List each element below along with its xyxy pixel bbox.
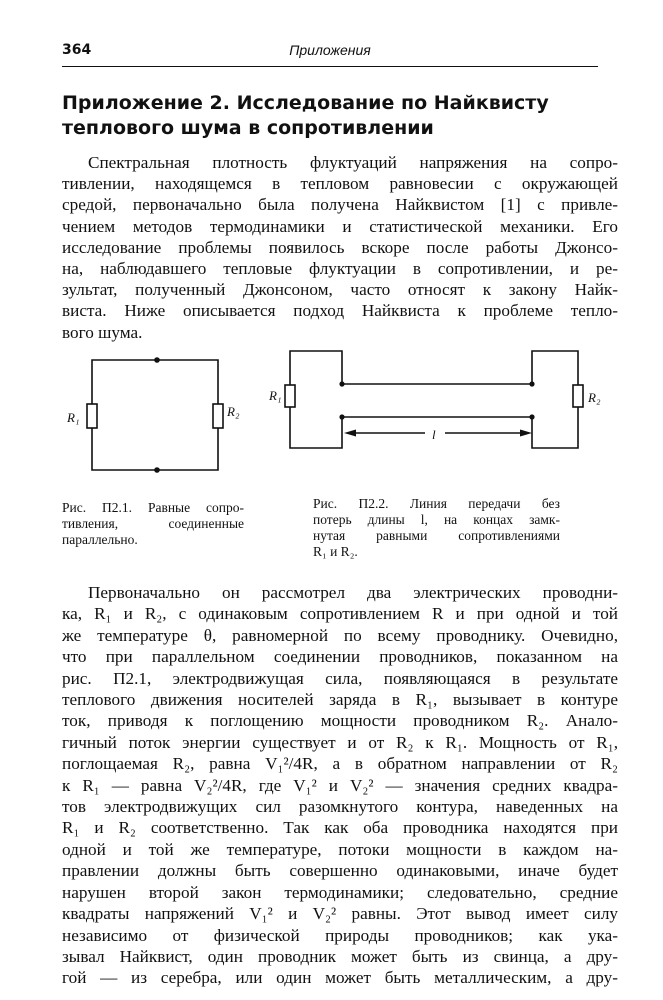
node-dot xyxy=(339,381,344,386)
right-box-top xyxy=(532,351,578,385)
node-dot xyxy=(339,414,344,419)
label-r2: R₂ xyxy=(588,390,601,405)
left-box-bottom xyxy=(290,407,342,448)
text-line: тов электродвижущих сил разомкнутого контура, наведенных на xyxy=(62,797,618,817)
text-line: зультат, полученный Джонсоном, часто относят к закону Найк- xyxy=(62,280,618,300)
page-header xyxy=(62,42,598,67)
text-line: правлении должны быть совершенно одинаковыми, иначе будет xyxy=(62,861,618,881)
text-line: R₁ и R₂ соответственно. Так как оба проводника находятся при xyxy=(62,818,618,838)
label-r1: R₁ xyxy=(67,410,80,425)
text-line: на, наблюдавшего тепловые флуктуации в сопротивлении, и ре- xyxy=(62,259,618,279)
parallel-circuit-diagram xyxy=(62,352,262,482)
text-line: нарушен второй закон термодинамики; следовательно, средние xyxy=(62,882,618,902)
figure-parallel-resistors xyxy=(62,352,262,482)
title-line: теплового шума в сопротивлении xyxy=(62,117,434,139)
text-line: Спектральная плотность флуктуаций напряжения на сопро- xyxy=(88,153,618,172)
text-line: поглощаемая R₂, равна V₁²/4R, а в обратном направлении от R₂ xyxy=(62,754,618,774)
text-line: виста. Ниже описывается подход Найквиста к проблеме тепло- xyxy=(62,301,618,321)
text-line: средой, первоначально была получена Найквистом [1] с привле- xyxy=(62,195,618,215)
figure1-caption xyxy=(62,500,244,548)
text-line: зывал Найквист, один проводник может быть из свинца, а дру- xyxy=(62,946,618,966)
label-r2: R₂ xyxy=(227,404,240,419)
title-line: Приложение 2. Исследование по Найквисту xyxy=(62,92,549,114)
resistor-r1 xyxy=(87,404,97,428)
arrowhead-left xyxy=(344,430,356,437)
text-line: квадраты напряжений V₁² и V₂² равны. Этот вывод имеет силу xyxy=(62,904,618,924)
caption-line: нутая равными сопротивлениями xyxy=(313,528,560,543)
text-line: вого шума. xyxy=(62,322,143,342)
circuit-bottom-wire xyxy=(92,428,218,470)
text-line: ток, приводя к поглощению мощности проводником R₂. Анало- xyxy=(62,711,618,731)
caption-line: R₁ и R₂. xyxy=(313,544,358,559)
resistor-r2 xyxy=(213,404,223,428)
figure2-caption xyxy=(313,496,560,560)
node-dot xyxy=(529,381,534,386)
caption-line: параллельно. xyxy=(62,532,138,547)
appendix-title xyxy=(62,91,602,141)
label-r1: R₁ xyxy=(269,388,282,403)
text-line: исследование проблемы появилось вскоре после работы Джонсо- xyxy=(62,237,618,257)
text-line: одной и той же температуре, потоки мощности в каждом на- xyxy=(62,839,618,859)
text-line: что при параллельном соединении проводников, показанном на xyxy=(62,647,618,667)
running-head: Приложения xyxy=(289,42,371,58)
caption-line: потерь длины l, на концах замк- xyxy=(313,512,560,527)
text-line: к R₁ — равна V₂²/4R, где V₁² и V₂² — значения средних квадра- xyxy=(62,775,618,795)
junction-dot-top xyxy=(154,357,160,363)
resistor-r1 xyxy=(285,385,295,407)
transmission-line-diagram xyxy=(260,345,620,455)
resistor-r2 xyxy=(573,385,583,407)
caption-line: тивления, соединенные xyxy=(62,516,244,531)
text-line: рис. П2.1, электродвижущая сила, появляющаяся в результате xyxy=(62,668,618,688)
arrowhead-right xyxy=(520,430,532,437)
text-line: гой — из серебра, или один может быть металлическим, а дру- xyxy=(62,968,618,988)
junction-dot-bottom xyxy=(154,467,160,473)
text-line: чением методов термодинамики и статистической механики. Его xyxy=(62,216,618,236)
text-line: теплового движения носителей заряда в R₁, вызывает в контуре xyxy=(62,690,618,710)
node-dot xyxy=(529,414,534,419)
text-line: независимо от физической природы проводников; как ука- xyxy=(62,925,618,945)
main-paragraph xyxy=(62,582,618,989)
text-line: же температуре θ, равномерной по всему проводнику. Очевидно, xyxy=(62,625,618,645)
caption-line: Рис. П2.2. Линия передачи без xyxy=(313,496,560,511)
figure-transmission-line xyxy=(260,345,620,455)
left-box-top xyxy=(290,351,342,385)
intro-paragraph xyxy=(62,152,618,343)
text-line: тивлении, находящемся в тепловом равновесии с окружающей xyxy=(62,174,618,194)
text-line: Первоначально он рассмотрел два электрических проводни- xyxy=(88,583,618,602)
text-line: гичный поток энергии существует и от R₂ к R₁. Мощность от R₁, xyxy=(62,732,618,752)
label-length: l xyxy=(432,427,436,442)
text-line: ка, R₁ и R₂, с одинаковым сопротивлением R и при одной и той xyxy=(62,604,618,624)
caption-line: Рис. П2.1. Равные сопро- xyxy=(62,500,244,515)
right-box-bottom xyxy=(532,407,578,448)
circuit-top-wire xyxy=(92,360,218,404)
page-number: 364 xyxy=(62,42,92,58)
